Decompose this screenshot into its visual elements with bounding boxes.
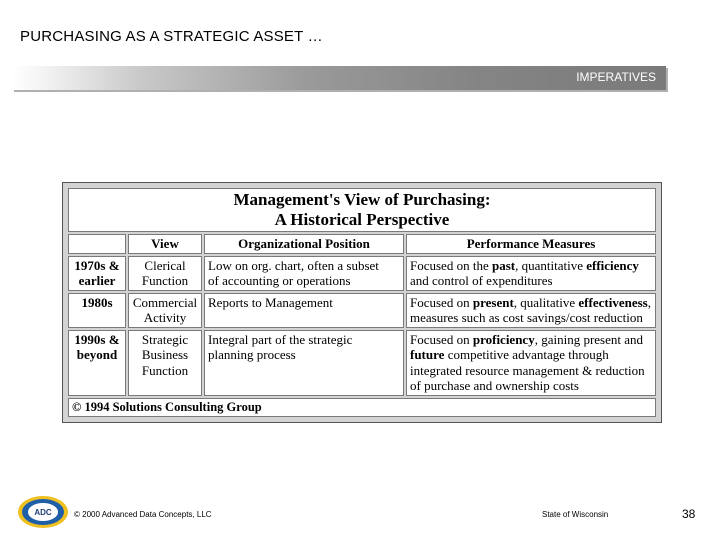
measures-emphasis: proficiency: [472, 331, 535, 347]
position-line: of accounting or operations: [208, 273, 351, 288]
measures-line: [410, 295, 652, 311]
position-line: Reports to Management: [208, 294, 333, 310]
measures-text: Focused on the: [410, 257, 492, 273]
caption-line-1: Management's View of Purchasing:: [233, 190, 491, 209]
measures-emphasis: efficiency: [586, 257, 639, 273]
measures-emphasis: past: [491, 257, 516, 273]
caption-line-2: A Historical Perspective: [274, 210, 450, 229]
logo-text: ADC: [34, 508, 52, 517]
view-cell: [128, 293, 202, 328]
measures-cell: [406, 293, 656, 328]
view-line: Business: [141, 347, 189, 362]
measures-text: , quantitative: [515, 257, 587, 273]
measures-emphasis: future: [410, 347, 445, 362]
measures-line: [410, 258, 652, 274]
view-line: Clerical: [144, 257, 186, 273]
view-line: Function: [141, 273, 189, 288]
era-line: 1990s &: [74, 331, 120, 347]
era-cell: [68, 256, 126, 291]
era-line: 1980s: [81, 294, 113, 310]
slide-title: PURCHASING AS A STRATEGIC ASSET …: [20, 28, 323, 45]
table-row: [68, 256, 656, 291]
measures-text: , gaining present and: [534, 331, 644, 347]
view-line: Function: [141, 362, 189, 378]
position-cell: [204, 293, 404, 328]
footer-state: State of Wisconsin: [542, 510, 609, 519]
view-line: Activity: [143, 310, 187, 325]
position-cell: [204, 330, 404, 396]
view-line: Strategic: [141, 331, 189, 347]
position-line: Integral part of the strategic: [208, 331, 353, 347]
history-table: [66, 186, 658, 419]
measures-cell: [406, 256, 656, 291]
banner-label: IMPERATIVES: [576, 70, 656, 84]
measures-text: , qualitative: [513, 294, 579, 310]
measures-line: measures such as cost savings/cost reduction: [410, 310, 643, 325]
adc-logo-icon: [16, 494, 70, 530]
header-measures: Performance Measures: [406, 234, 656, 254]
view-line: Commercial: [132, 294, 198, 310]
header-view: View: [128, 234, 202, 254]
era-cell: [68, 293, 126, 328]
header-era: [68, 234, 126, 254]
table-header-row: [68, 234, 656, 254]
table-row: [68, 293, 656, 328]
era-line: earlier: [78, 273, 116, 288]
table-caption: [68, 188, 656, 232]
measures-line: [410, 332, 652, 348]
measures-emphasis: effectiveness: [578, 294, 648, 310]
page-number: 38: [682, 507, 696, 521]
table-footer-credit: © 1994 Solutions Consulting Group: [68, 398, 656, 418]
era-line: beyond: [76, 347, 118, 362]
measures-text: competitive advantage through: [444, 347, 609, 362]
measures-emphasis: present: [472, 294, 514, 310]
era-line: 1970s &: [74, 257, 120, 273]
section-banner: [12, 66, 666, 90]
view-cell: [128, 256, 202, 291]
era-cell: [68, 330, 126, 396]
position-cell: [204, 256, 404, 291]
table-row: [68, 330, 656, 396]
measures-line: integrated resource management & reduction: [410, 362, 645, 378]
measures-cell: [406, 330, 656, 396]
measures-text: Focused on: [410, 294, 473, 310]
header-position: Organizational Position: [204, 234, 404, 254]
position-line: Low on org. chart, often a subset: [208, 257, 379, 273]
measures-text: Focused on: [410, 331, 473, 347]
slide-footer: [0, 494, 720, 534]
measures-text: ,: [647, 294, 651, 310]
history-table-frame: [62, 182, 662, 423]
measures-line: [410, 347, 652, 363]
view-cell: [128, 330, 202, 396]
position-line: planning process: [208, 347, 296, 362]
footer-copyright: © 2000 Advanced Data Concepts, LLC: [74, 510, 212, 519]
measures-line: and control of expenditures: [410, 273, 553, 288]
measures-line: of purchase and ownership costs: [410, 378, 579, 393]
